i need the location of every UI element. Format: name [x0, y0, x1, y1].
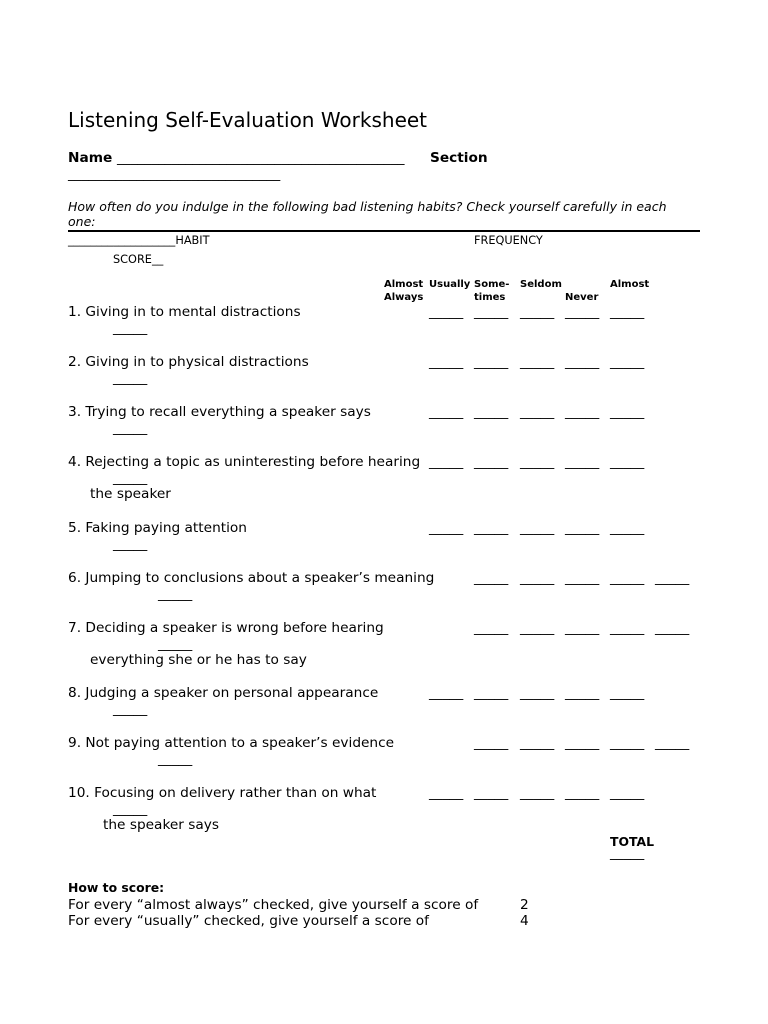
- column-label: times: [474, 291, 506, 303]
- frequency-blank: _____: [520, 404, 555, 420]
- instructions: How often do you indulge in the following bad listening habits? Check yourself carefully in each one:: [68, 199, 667, 229]
- habit-row: [0, 354, 768, 402]
- frequency-blank: _____: [520, 304, 555, 320]
- habit-row: [0, 785, 768, 833]
- habit-text: 7. Deciding a speaker is wrong before hearing: [68, 620, 384, 636]
- score-blank: _____: [113, 536, 148, 552]
- name-label: Name: [68, 150, 113, 166]
- frequency-blank: _____: [474, 620, 509, 636]
- frequency-blank: _____: [429, 404, 464, 420]
- habit-text: 1. Giving in to mental distractions: [68, 304, 301, 320]
- frequency-blank: _____: [565, 354, 600, 370]
- habit-text-continuation: the speaker says: [103, 817, 220, 833]
- habit-row: [0, 570, 768, 618]
- frequency-blank: _____: [610, 454, 645, 470]
- habit-text: 6. Jumping to conclusions about a speaker’s meaning: [68, 570, 435, 586]
- frequency-blank: _____: [520, 685, 555, 701]
- frequency-blank: _____: [565, 785, 600, 801]
- column-label: Seldom: [520, 279, 562, 290]
- score-blank: _____: [158, 636, 193, 652]
- frequency-blank: _____: [429, 685, 464, 701]
- habit-text-continuation: everything she or he has to say: [90, 652, 307, 668]
- habit-row: [0, 685, 768, 733]
- habit-text: 8. Judging a speaker on personal appearance: [68, 685, 379, 701]
- frequency-blank: _____: [565, 304, 600, 320]
- frequency-blank: _____: [610, 570, 645, 586]
- frequency-blank: _____: [474, 570, 509, 586]
- frequency-blank: _____: [565, 735, 600, 751]
- scoring-rule-text: For every “almost always” checked, give yourself a score of: [68, 897, 479, 913]
- frequency-blank: _____: [520, 735, 555, 751]
- frequency-blank: _____: [565, 570, 600, 586]
- frequency-blank: _____: [474, 685, 509, 701]
- score-column-header: SCORE__: [113, 253, 164, 266]
- page-title: Listening Self-Evaluation Worksheet: [68, 108, 428, 132]
- column-label: Never: [565, 291, 599, 303]
- frequency-blank: _____: [610, 735, 645, 751]
- score-blank: _____: [113, 801, 148, 817]
- frequency-blank: _____: [565, 520, 600, 536]
- frequency-blank: _____: [520, 570, 555, 586]
- frequency-blank: _____: [474, 785, 509, 801]
- habit-column-header: ___________________HABIT: [68, 234, 210, 247]
- name-line: __________________________________________: [117, 150, 405, 166]
- habit-text: 2. Giving in to physical distractions: [68, 354, 309, 370]
- frequency-blank: _____: [520, 354, 555, 370]
- habit-text: 3. Trying to recall everything a speaker says: [68, 404, 371, 420]
- score-blank: _____: [113, 370, 148, 386]
- frequency-blank: _____: [474, 520, 509, 536]
- score-blank: _____: [158, 751, 193, 767]
- frequency-blank: _____: [610, 304, 645, 320]
- frequency-column-header: FREQUENCY: [474, 234, 543, 247]
- frequency-blank: _____: [429, 454, 464, 470]
- frequency-blank: _____: [520, 785, 555, 801]
- score-blank: _____: [113, 320, 148, 336]
- scoring-heading: How to score:: [68, 880, 165, 895]
- score-blank: _____: [113, 470, 148, 486]
- habit-row: [0, 520, 768, 568]
- column-label: Usually: [429, 279, 471, 290]
- frequency-blank: _____: [520, 520, 555, 536]
- column-label: Some-: [474, 279, 510, 290]
- column-label: Always: [384, 291, 424, 303]
- frequency-blank: _____: [520, 454, 555, 470]
- frequency-blank: _____: [429, 520, 464, 536]
- habit-text: 10. Focusing on delivery rather than on what: [68, 785, 377, 801]
- habit-row: [0, 620, 768, 668]
- habit-row: [0, 404, 768, 452]
- frequency-blank: _____: [565, 404, 600, 420]
- frequency-blank: _____: [610, 620, 645, 636]
- column-label: Almost: [384, 279, 424, 290]
- section-line: _______________________________: [68, 166, 281, 182]
- habit-text: 9. Not paying attention to a speaker’s evidence: [68, 735, 395, 751]
- frequency-blank: _____: [429, 785, 464, 801]
- total-label: TOTAL: [610, 834, 654, 849]
- frequency-blank: _____: [565, 454, 600, 470]
- total-blank: _____: [610, 845, 645, 861]
- habit-text: 5. Faking paying attention: [68, 520, 247, 536]
- frequency-blank: _____: [474, 454, 509, 470]
- habit-row: [0, 454, 768, 502]
- frequency-blank: _____: [655, 620, 690, 636]
- score-blank: _____: [158, 586, 193, 602]
- score-blank: _____: [113, 701, 148, 717]
- frequency-blank: _____: [655, 735, 690, 751]
- score-blank: _____: [113, 420, 148, 436]
- habit-row: [0, 304, 768, 352]
- column-label: Almost: [610, 279, 650, 290]
- habit-text-continuation: the speaker: [90, 486, 171, 502]
- frequency-blank: _____: [474, 304, 509, 320]
- frequency-blank: _____: [610, 785, 645, 801]
- habit-row: [0, 735, 768, 783]
- scoring-rule-text: For every “usually” checked, give yourself a score of: [68, 913, 429, 929]
- frequency-blank: _____: [474, 404, 509, 420]
- habit-text: 4. Rejecting a topic as uninteresting before hearing: [68, 454, 421, 470]
- frequency-blank: _____: [565, 685, 600, 701]
- frequency-blank: _____: [610, 354, 645, 370]
- frequency-blank: _____: [655, 570, 690, 586]
- frequency-blank: _____: [474, 735, 509, 751]
- frequency-blank: _____: [429, 354, 464, 370]
- section-label: Section: [430, 150, 488, 166]
- frequency-blank: _____: [610, 685, 645, 701]
- frequency-blank: _____: [610, 404, 645, 420]
- scoring-rule-points: 4: [520, 913, 529, 929]
- frequency-blank: _____: [520, 620, 555, 636]
- frequency-blank: _____: [610, 520, 645, 536]
- frequency-blank: _____: [565, 620, 600, 636]
- frequency-blank: _____: [429, 304, 464, 320]
- frequency-blank: _____: [474, 354, 509, 370]
- scoring-rule-points: 2: [520, 897, 529, 913]
